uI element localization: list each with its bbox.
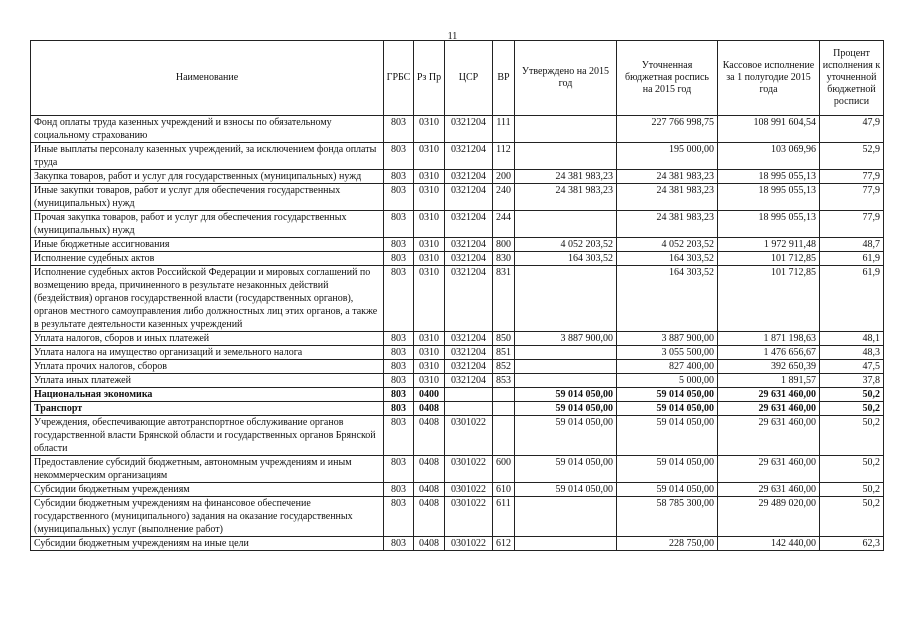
row-name: Субсидии бюджетным учреждениям [31,483,384,497]
row-percent: 50,2 [820,388,884,402]
header-grbs: ГРБС [384,41,414,116]
row-grbs: 803 [384,116,414,143]
table-row [31,143,884,170]
row-approved: 164 303,52 [515,252,617,266]
row-vr: 850 [493,332,515,346]
table-row [31,252,884,266]
row-name: Иные выплаты персоналу казенных учреждений, за исключением фонда оплаты труда [31,143,384,170]
row-cash: 18 995 055,13 [718,170,820,184]
row-name: Учреждения, обеспечивающие автотранспортное обслуживание органов государственной власти Брянской области и государственных органов Брянской области [31,416,384,456]
header-cash: Кассовое исполнение за 1 полугодие 2015 года [718,41,820,116]
row-csr: 0301022 [445,497,493,537]
row-percent: 52,9 [820,143,884,170]
row-name: Фонд оплаты труда казенных учреждений и взносы по обязательному социальному страхованию [31,116,384,143]
row-grbs: 803 [384,346,414,360]
row-cash: 18 995 055,13 [718,184,820,211]
table-row [31,184,884,211]
header-approved: Утверждено на 2015 год [515,41,617,116]
row-csr: 0321204 [445,143,493,170]
row-name: Уплата прочих налогов, сборов [31,360,384,374]
row-approved: 59 014 050,00 [515,456,617,483]
row-csr: 0321204 [445,374,493,388]
table-row [31,346,884,360]
row-percent: 47,9 [820,116,884,143]
row-name: Исполнение судебных актов Российской Федерации и мировых соглашений по возмещению вреда, причиненного в результате незаконных действий (бездействия) органов государственной власти (государственных органов), органов местного самоуправления либо должностных лиц этих органов, а также в результате деятельности казенных учреждений [31,266,384,332]
row-vr: 800 [493,238,515,252]
header-specified: Уточненная бюджетная роспись на 2015 год [617,41,718,116]
row-percent: 48,3 [820,346,884,360]
table-row [31,266,884,332]
table-row [31,360,884,374]
row-cash: 101 712,85 [718,252,820,266]
row-csr: 0301022 [445,416,493,456]
row-approved: 59 014 050,00 [515,416,617,456]
row-specified: 59 014 050,00 [617,483,718,497]
row-cash: 142 440,00 [718,537,820,551]
row-approved: 59 014 050,00 [515,402,617,416]
row-percent: 61,9 [820,266,884,332]
row-approved [515,211,617,238]
row-approved [515,143,617,170]
row-approved [515,497,617,537]
row-rzpr: 0310 [414,211,445,238]
row-approved: 4 052 203,52 [515,238,617,252]
row-cash: 29 631 460,00 [718,416,820,456]
row-rzpr: 0408 [414,416,445,456]
row-name: Закупка товаров, работ и услуг для государственных (муниципальных) нужд [31,170,384,184]
row-specified: 24 381 983,23 [617,170,718,184]
row-specified: 24 381 983,23 [617,211,718,238]
row-percent: 50,2 [820,402,884,416]
row-cash: 1 871 198,63 [718,332,820,346]
row-rzpr: 0310 [414,184,445,211]
row-grbs: 803 [384,456,414,483]
row-approved: 59 014 050,00 [515,388,617,402]
row-name: Предоставление субсидий бюджетным, автономным учреждениям и иным некоммерческим организациям [31,456,384,483]
row-approved [515,360,617,374]
row-vr: 610 [493,483,515,497]
header-vr: ВР [493,41,515,116]
row-rzpr: 0310 [414,266,445,332]
row-csr [445,388,493,402]
row-name: Национальная экономика [31,388,384,402]
header-row [31,41,884,116]
row-name: Уплата налогов, сборов и иных платежей [31,332,384,346]
row-grbs: 803 [384,360,414,374]
row-percent: 50,2 [820,416,884,456]
row-grbs: 803 [384,266,414,332]
table-row [31,456,884,483]
row-grbs: 803 [384,402,414,416]
row-csr: 0321204 [445,252,493,266]
row-cash: 29 631 460,00 [718,456,820,483]
header-csr: ЦСР [445,41,493,116]
row-specified: 59 014 050,00 [617,388,718,402]
row-grbs: 803 [384,497,414,537]
row-cash: 1 891,57 [718,374,820,388]
row-cash: 29 631 460,00 [718,483,820,497]
row-specified: 164 303,52 [617,266,718,332]
row-csr: 0321204 [445,346,493,360]
table-row [31,537,884,551]
row-name: Уплата иных платежей [31,374,384,388]
table-row [31,170,884,184]
row-vr: 112 [493,143,515,170]
row-percent: 77,9 [820,170,884,184]
row-approved [515,346,617,360]
row-grbs: 803 [384,252,414,266]
row-approved [515,116,617,143]
row-name: Транспорт [31,402,384,416]
row-specified: 827 400,00 [617,360,718,374]
row-approved: 24 381 983,23 [515,184,617,211]
row-vr: 244 [493,211,515,238]
row-specified: 58 785 300,00 [617,497,718,537]
row-percent: 62,3 [820,537,884,551]
table-row [31,116,884,143]
row-rzpr: 0310 [414,252,445,266]
row-vr: 851 [493,346,515,360]
row-grbs: 803 [384,388,414,402]
row-rzpr: 0310 [414,374,445,388]
row-specified: 4 052 203,52 [617,238,718,252]
row-cash: 1 972 911,48 [718,238,820,252]
row-approved [515,374,617,388]
row-cash: 29 489 020,00 [718,497,820,537]
table-row [31,497,884,537]
row-vr: 612 [493,537,515,551]
row-rzpr: 0408 [414,537,445,551]
row-csr: 0321204 [445,184,493,211]
row-csr [445,402,493,416]
row-grbs: 803 [384,537,414,551]
row-approved [515,537,617,551]
row-specified: 24 381 983,23 [617,184,718,211]
row-vr [493,402,515,416]
table-row [31,388,884,402]
row-rzpr: 0408 [414,456,445,483]
row-percent: 48,1 [820,332,884,346]
row-csr: 0321204 [445,170,493,184]
row-percent: 77,9 [820,184,884,211]
row-grbs: 803 [384,170,414,184]
row-rzpr: 0408 [414,497,445,537]
row-cash: 1 476 656,67 [718,346,820,360]
row-csr: 0321204 [445,360,493,374]
row-rzpr: 0408 [414,402,445,416]
row-percent: 37,8 [820,374,884,388]
row-cash: 29 631 460,00 [718,388,820,402]
table-row [31,374,884,388]
row-vr: 853 [493,374,515,388]
row-csr: 0321204 [445,211,493,238]
row-name: Иные бюджетные ассигнования [31,238,384,252]
row-percent: 47,5 [820,360,884,374]
row-rzpr: 0310 [414,360,445,374]
row-grbs: 803 [384,374,414,388]
row-grbs: 803 [384,211,414,238]
row-cash: 103 069,96 [718,143,820,170]
header-percent: Процент исполнения к уточненной бюджетной росписи [820,41,884,116]
row-cash: 101 712,85 [718,266,820,332]
row-grbs: 803 [384,483,414,497]
row-specified: 228 750,00 [617,537,718,551]
row-vr [493,416,515,456]
header-rzpr: Рз Пр [414,41,445,116]
row-vr: 611 [493,497,515,537]
row-cash: 392 650,39 [718,360,820,374]
row-rzpr: 0310 [414,238,445,252]
row-percent: 77,9 [820,211,884,238]
row-name: Иные закупки товаров, работ и услуг для обеспечения государственных (муниципальных) нужд [31,184,384,211]
row-percent: 50,2 [820,483,884,497]
budget-table [30,40,884,551]
row-percent: 50,2 [820,497,884,537]
row-csr: 0301022 [445,456,493,483]
row-vr: 200 [493,170,515,184]
row-vr: 852 [493,360,515,374]
row-cash: 18 995 055,13 [718,211,820,238]
row-name: Уплата налога на имущество организаций и земельного налога [31,346,384,360]
row-rzpr: 0310 [414,143,445,170]
header-name: Наименование [31,41,384,116]
row-rzpr: 0400 [414,388,445,402]
row-cash: 29 631 460,00 [718,402,820,416]
row-specified: 164 303,52 [617,252,718,266]
row-rzpr: 0310 [414,346,445,360]
row-csr: 0321204 [445,238,493,252]
row-csr: 0301022 [445,537,493,551]
row-cash: 108 991 604,54 [718,116,820,143]
table-row [31,211,884,238]
row-vr: 111 [493,116,515,143]
row-name: Прочая закупка товаров, работ и услуг для обеспечения государственных (муниципальных) нужд [31,211,384,238]
row-approved: 3 887 900,00 [515,332,617,346]
row-rzpr: 0310 [414,332,445,346]
row-rzpr: 0310 [414,170,445,184]
row-vr: 600 [493,456,515,483]
row-percent: 50,2 [820,456,884,483]
row-percent: 61,9 [820,252,884,266]
table-row [31,238,884,252]
row-grbs: 803 [384,416,414,456]
row-csr: 0321204 [445,332,493,346]
row-grbs: 803 [384,332,414,346]
row-specified: 59 014 050,00 [617,416,718,456]
row-approved: 24 381 983,23 [515,170,617,184]
table-row [31,332,884,346]
table-row [31,416,884,456]
table-row [31,402,884,416]
row-specified: 3 055 500,00 [617,346,718,360]
row-name: Субсидии бюджетным учреждениям на финансовое обеспечение государственного (муниципального) задания на оказание государственных (муниципальных) услуг (выполнение работ) [31,497,384,537]
row-name: Субсидии бюджетным учреждениям на иные цели [31,537,384,551]
row-rzpr: 0408 [414,483,445,497]
row-name: Исполнение судебных актов [31,252,384,266]
row-csr: 0301022 [445,483,493,497]
row-rzpr: 0310 [414,116,445,143]
table-row [31,483,884,497]
row-percent: 48,7 [820,238,884,252]
row-grbs: 803 [384,143,414,170]
row-specified: 5 000,00 [617,374,718,388]
row-specified: 195 000,00 [617,143,718,170]
row-csr: 0321204 [445,266,493,332]
row-approved: 59 014 050,00 [515,483,617,497]
row-specified: 227 766 998,75 [617,116,718,143]
row-approved [515,266,617,332]
row-grbs: 803 [384,238,414,252]
row-csr: 0321204 [445,116,493,143]
row-vr: 830 [493,252,515,266]
row-vr: 240 [493,184,515,211]
page-number: 11 [447,31,458,42]
row-specified: 59 014 050,00 [617,456,718,483]
row-specified: 59 014 050,00 [617,402,718,416]
row-vr: 831 [493,266,515,332]
row-specified: 3 887 900,00 [617,332,718,346]
row-vr [493,388,515,402]
row-grbs: 803 [384,184,414,211]
